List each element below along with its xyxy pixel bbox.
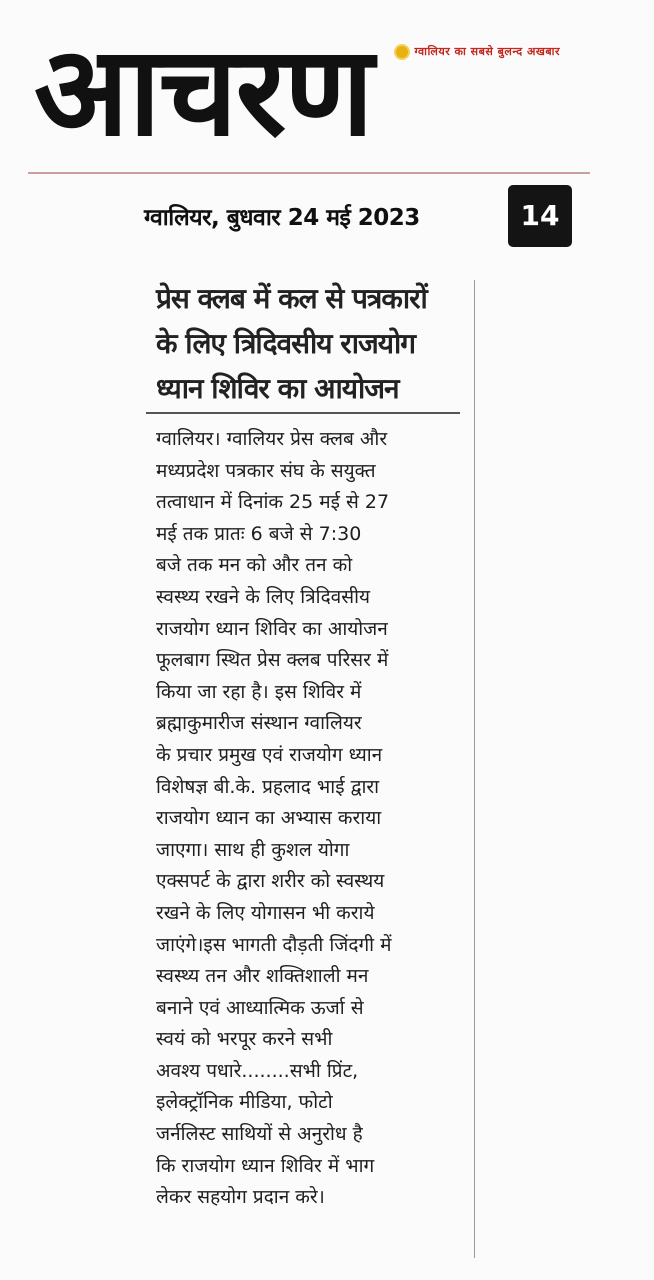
article-body — [156, 424, 474, 1214]
headline-divider — [146, 412, 460, 414]
body-line: राजयोग ध्यान का अभ्यास कराया — [156, 807, 382, 830]
body-line: स्वस्थ्य रखने के लिए त्रिदिवसीय — [156, 585, 371, 608]
body-line: जर्नलिस्ट साथियों से अनुरोध है — [156, 1123, 363, 1146]
body-line: अवश्य पधारे........सभी प्रिंट, — [156, 1059, 359, 1082]
body-line: ब्रह्माकुमारीज संस्थान ग्वालियर — [156, 712, 362, 735]
body-line: विशेषज्ञ बी.के. प्रहलाद भाई द्वारा — [156, 775, 380, 798]
body-line: बनाने एवं आध्यात्मिक ऊर्जा से — [156, 996, 364, 1019]
tagline: ग्वालियर का सबसे बुलन्द अखबार — [414, 45, 560, 58]
dateline: ग्वालियर, बुधवार 24 मई 2023 — [144, 205, 420, 231]
body-line: तत्वाधान में दिनांक 25 मई से 27 — [156, 491, 390, 514]
body-line: ग्वालियर। ग्वालियर प्रेस क्लब और — [156, 428, 388, 450]
body-line: स्वयं को भरपूर करने सभी — [156, 1028, 333, 1051]
body-line: लेकर सहयोग प्रदान करे। — [156, 1186, 325, 1209]
body-line: किया जा रहा है। इस शिविर में — [156, 680, 362, 703]
body-line: के प्रचार प्रमुख एवं राजयोग ध्यान — [156, 743, 383, 766]
body-line: कि राजयोग ध्यान शिविर में भाग — [156, 1154, 375, 1177]
headline-line: ध्यान शिविर का आयोजन — [156, 372, 399, 405]
tagline-group — [396, 44, 560, 59]
body-line: राजयोग ध्यान शिविर का आयोजन — [156, 617, 388, 640]
body-line: जाएगा। साथ ही कुशल योगा — [156, 838, 350, 861]
body-line: एक्सपर्ट के द्वारा शरीर को स्वस्थय — [156, 870, 385, 893]
body-line: स्वस्थ्य तन और शक्तिशाली मन — [156, 965, 369, 988]
newspaper-logo: आचरण — [34, 20, 372, 164]
page-number-badge: 14 — [508, 185, 572, 247]
sun-icon — [396, 46, 408, 58]
body-line: फूलबाग स्थित प्रेस क्लब परिसर में — [156, 649, 389, 672]
body-line: इलेक्ट्रॉनिक मीडिया, फोटो — [156, 1091, 333, 1114]
body-line: रखने के लिए योगासन भी कराये — [156, 901, 375, 924]
body-line: मध्यप्रदेश पत्रकार संघ के सयुक्त — [156, 459, 376, 482]
news-article — [142, 270, 480, 1262]
body-line: बजे तक मन को और तन को — [156, 554, 353, 577]
body-line: जाएंगे।इस भागती दौड़ती जिंदगी में — [156, 933, 392, 956]
headline-line: के लिए त्रिदिवसीय राजयोग — [156, 327, 416, 360]
headline-line: प्रेस क्लब में कल से पत्रकारों — [156, 282, 427, 315]
body-line: मई तक प्रातः 6 बजे से 7:30 — [156, 522, 362, 545]
masthead — [28, 20, 590, 174]
article-headline — [156, 276, 466, 411]
